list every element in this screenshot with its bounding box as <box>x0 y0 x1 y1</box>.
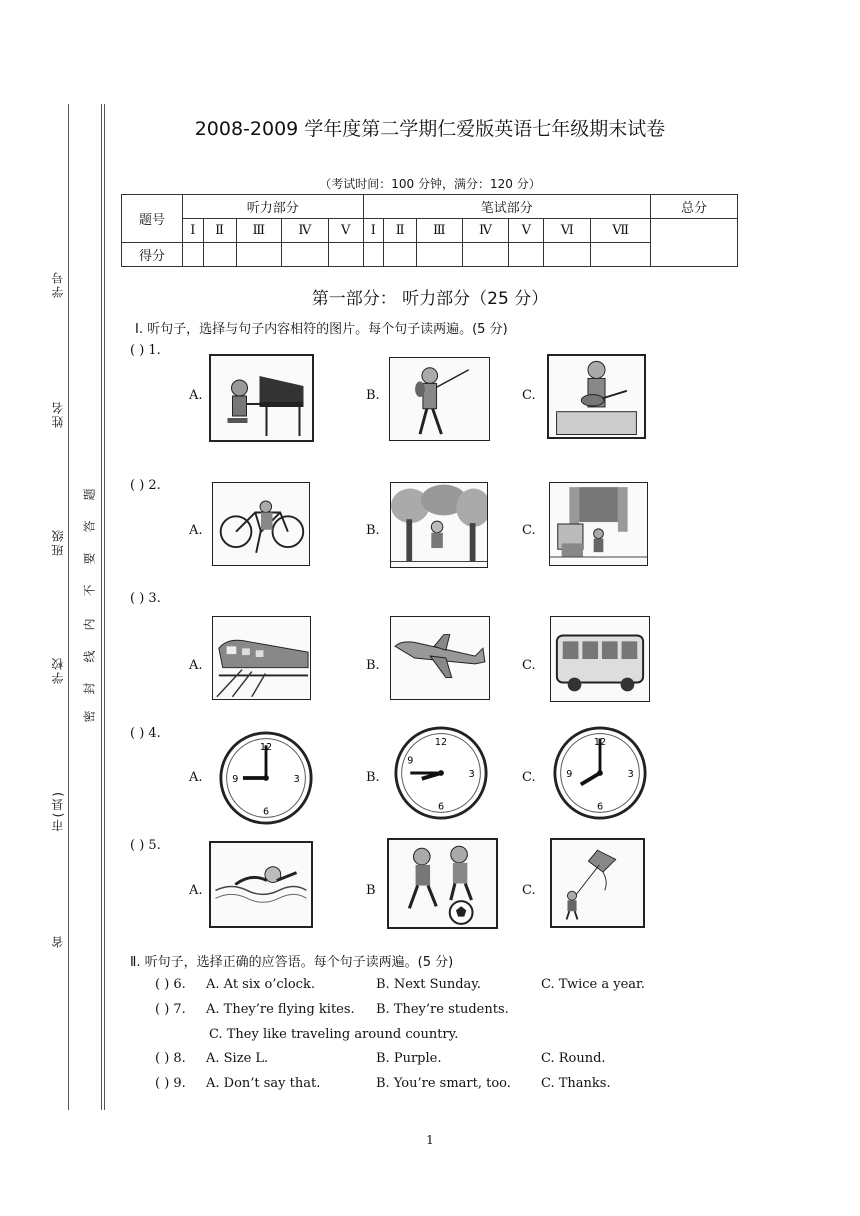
score-cell[interactable] <box>462 243 509 267</box>
score-table <box>121 194 738 267</box>
listening-header: 听力部分 <box>183 195 364 219</box>
part1-title: 第一部分： 听力部分（25 分） <box>311 289 549 309</box>
exam-subtitle: （考试时间：100 分钟，满分：120 分） <box>319 177 541 191</box>
bus-picture[interactable] <box>550 616 650 702</box>
margin-label-student-id: 学号 <box>51 270 65 298</box>
seal-char: 题 <box>82 488 97 501</box>
margin-line-1 <box>68 104 69 1110</box>
svg-text:9: 9 <box>566 768 573 780</box>
exam-title: 2008-2009 学年度第二学期仁爱版英语七年级期末试卷 <box>194 118 666 140</box>
listening-col: Ⅳ <box>281 219 328 243</box>
score-row-label: 得分 <box>122 243 183 267</box>
option-label: A. <box>189 523 203 538</box>
answer-option-b: B. You’re smart, too. <box>376 1076 511 1091</box>
answer-option-b: B. Purple. <box>376 1051 442 1066</box>
listening-col: Ⅱ <box>203 219 236 243</box>
option-label: B. <box>366 388 380 403</box>
answer-option-c: C. Thanks. <box>541 1076 611 1091</box>
margin-label-city: 市(县) <box>51 790 65 832</box>
option-label: C. <box>522 523 536 538</box>
option-label: A. <box>189 658 203 673</box>
svg-text:3: 3 <box>627 768 634 780</box>
margin-label-class: 班级 <box>51 528 65 556</box>
soccer-picture[interactable] <box>387 838 498 929</box>
svg-text:3: 3 <box>293 773 300 785</box>
option-label: C. <box>522 883 536 898</box>
question-number: ( ) 3. <box>130 591 161 606</box>
question-number: ( ) 7. <box>155 1002 186 1017</box>
option-label: A. <box>189 770 203 785</box>
option-label: B <box>366 883 376 898</box>
listening-col: Ⅰ <box>183 219 204 243</box>
guitar-player-picture[interactable] <box>547 354 646 439</box>
score-cell[interactable] <box>417 243 462 267</box>
violin-player-picture[interactable] <box>389 357 490 441</box>
option-label: B. <box>366 658 380 673</box>
margin-line-3 <box>104 104 105 1110</box>
seal-char: 不 <box>82 584 97 597</box>
writing-col: Ⅱ <box>384 219 417 243</box>
clock-8-oclock-picture[interactable] <box>552 725 648 821</box>
score-cell[interactable] <box>384 243 417 267</box>
score-row-label: 题号 <box>122 195 183 243</box>
svg-text:9: 9 <box>232 773 239 785</box>
svg-text:6: 6 <box>437 801 445 813</box>
seal-char: 封 <box>82 682 97 695</box>
svg-text:9: 9 <box>407 755 414 767</box>
room-boy-picture[interactable] <box>549 482 648 566</box>
margin-label-province: 省 <box>51 934 65 948</box>
score-cell[interactable] <box>509 243 544 267</box>
option-label: B. <box>366 770 380 785</box>
writing-col: Ⅳ <box>462 219 509 243</box>
answer-option-a: A. Don’t say that. <box>206 1076 321 1091</box>
listening-col: Ⅲ <box>236 219 281 243</box>
score-cell[interactable] <box>203 243 236 267</box>
question-number: ( ) 5. <box>130 838 161 853</box>
total-header: 总分 <box>651 195 738 219</box>
option-label: A. <box>189 388 203 403</box>
score-cell[interactable] <box>328 243 363 267</box>
margin-label-name: 姓名 <box>51 400 65 428</box>
listening-col: Ⅴ <box>328 219 363 243</box>
option-label: C. <box>522 770 536 785</box>
score-cell[interactable] <box>363 243 384 267</box>
clock-845-picture[interactable] <box>393 725 489 821</box>
score-cell[interactable] <box>236 243 281 267</box>
answer-option-c: C. Round. <box>541 1051 606 1066</box>
option-label: C. <box>522 388 536 403</box>
writing-col: Ⅴ <box>509 219 544 243</box>
question-number: ( ) 8. <box>155 1051 186 1066</box>
svg-text:12: 12 <box>434 737 448 749</box>
score-cell[interactable] <box>544 243 591 267</box>
answer-option-b: B. Next Sunday. <box>376 977 482 992</box>
seal-char: 密 <box>82 710 97 723</box>
total-score-cell[interactable] <box>651 219 738 267</box>
svg-text:3: 3 <box>468 768 475 780</box>
option-label: C. <box>522 658 536 673</box>
option-label: A. <box>189 883 203 898</box>
section1-heading: Ⅰ. 听句子，选择与句子内容相符的图片。每个句子读两遍。(5 分) <box>135 322 508 337</box>
svg-text:6: 6 <box>596 801 604 813</box>
writing-col: Ⅶ <box>591 219 651 243</box>
writing-header: 笔试部分 <box>363 195 650 219</box>
writing-col: Ⅵ <box>544 219 591 243</box>
train-picture[interactable] <box>212 616 311 700</box>
score-cell[interactable] <box>281 243 328 267</box>
piano-player-picture[interactable] <box>209 354 314 442</box>
answer-option-a: A. They’re flying kites. <box>206 1002 355 1017</box>
seal-char: 要 <box>82 552 97 565</box>
bicycle-boy-picture[interactable] <box>212 482 310 566</box>
clock-9-oclock-picture[interactable] <box>218 730 314 826</box>
page-number: 1 <box>426 1133 434 1147</box>
question-number: ( ) 1. <box>130 343 161 358</box>
writing-col: Ⅲ <box>417 219 462 243</box>
question-number: ( ) 2. <box>130 478 161 493</box>
answer-option-c: C. They like traveling around country. <box>209 1027 459 1042</box>
answer-option-a: A. At six o’clock. <box>206 977 315 992</box>
margin-label-school: 学校 <box>51 656 65 684</box>
question-number: ( ) 6. <box>155 977 186 992</box>
seal-char: 内 <box>82 618 97 631</box>
score-cell[interactable] <box>183 243 204 267</box>
writing-col: Ⅰ <box>363 219 384 243</box>
swimming-picture[interactable] <box>209 841 313 928</box>
seal-char: 答 <box>82 520 97 533</box>
svg-text:12: 12 <box>259 742 273 754</box>
question-number: ( ) 9. <box>155 1076 186 1091</box>
answer-option-a: A. Size L. <box>206 1051 269 1066</box>
answer-option-c: C. Twice a year. <box>541 977 645 992</box>
seal-char: 线 <box>82 650 97 663</box>
svg-text:12: 12 <box>593 737 607 749</box>
svg-text:6: 6 <box>262 806 270 818</box>
question-number: ( ) 4. <box>130 726 161 741</box>
margin-line-2 <box>101 104 102 1110</box>
option-label: B. <box>366 523 380 538</box>
score-cell[interactable] <box>591 243 651 267</box>
trees-boy-picture[interactable] <box>390 482 488 568</box>
airplane-picture[interactable] <box>390 616 490 700</box>
answer-option-b: B. They’re students. <box>376 1002 509 1017</box>
kite-picture[interactable] <box>550 838 645 928</box>
section2-heading: Ⅱ. 听句子，选择正确的应答语。每个句子读两遍。(5 分) <box>130 955 454 970</box>
